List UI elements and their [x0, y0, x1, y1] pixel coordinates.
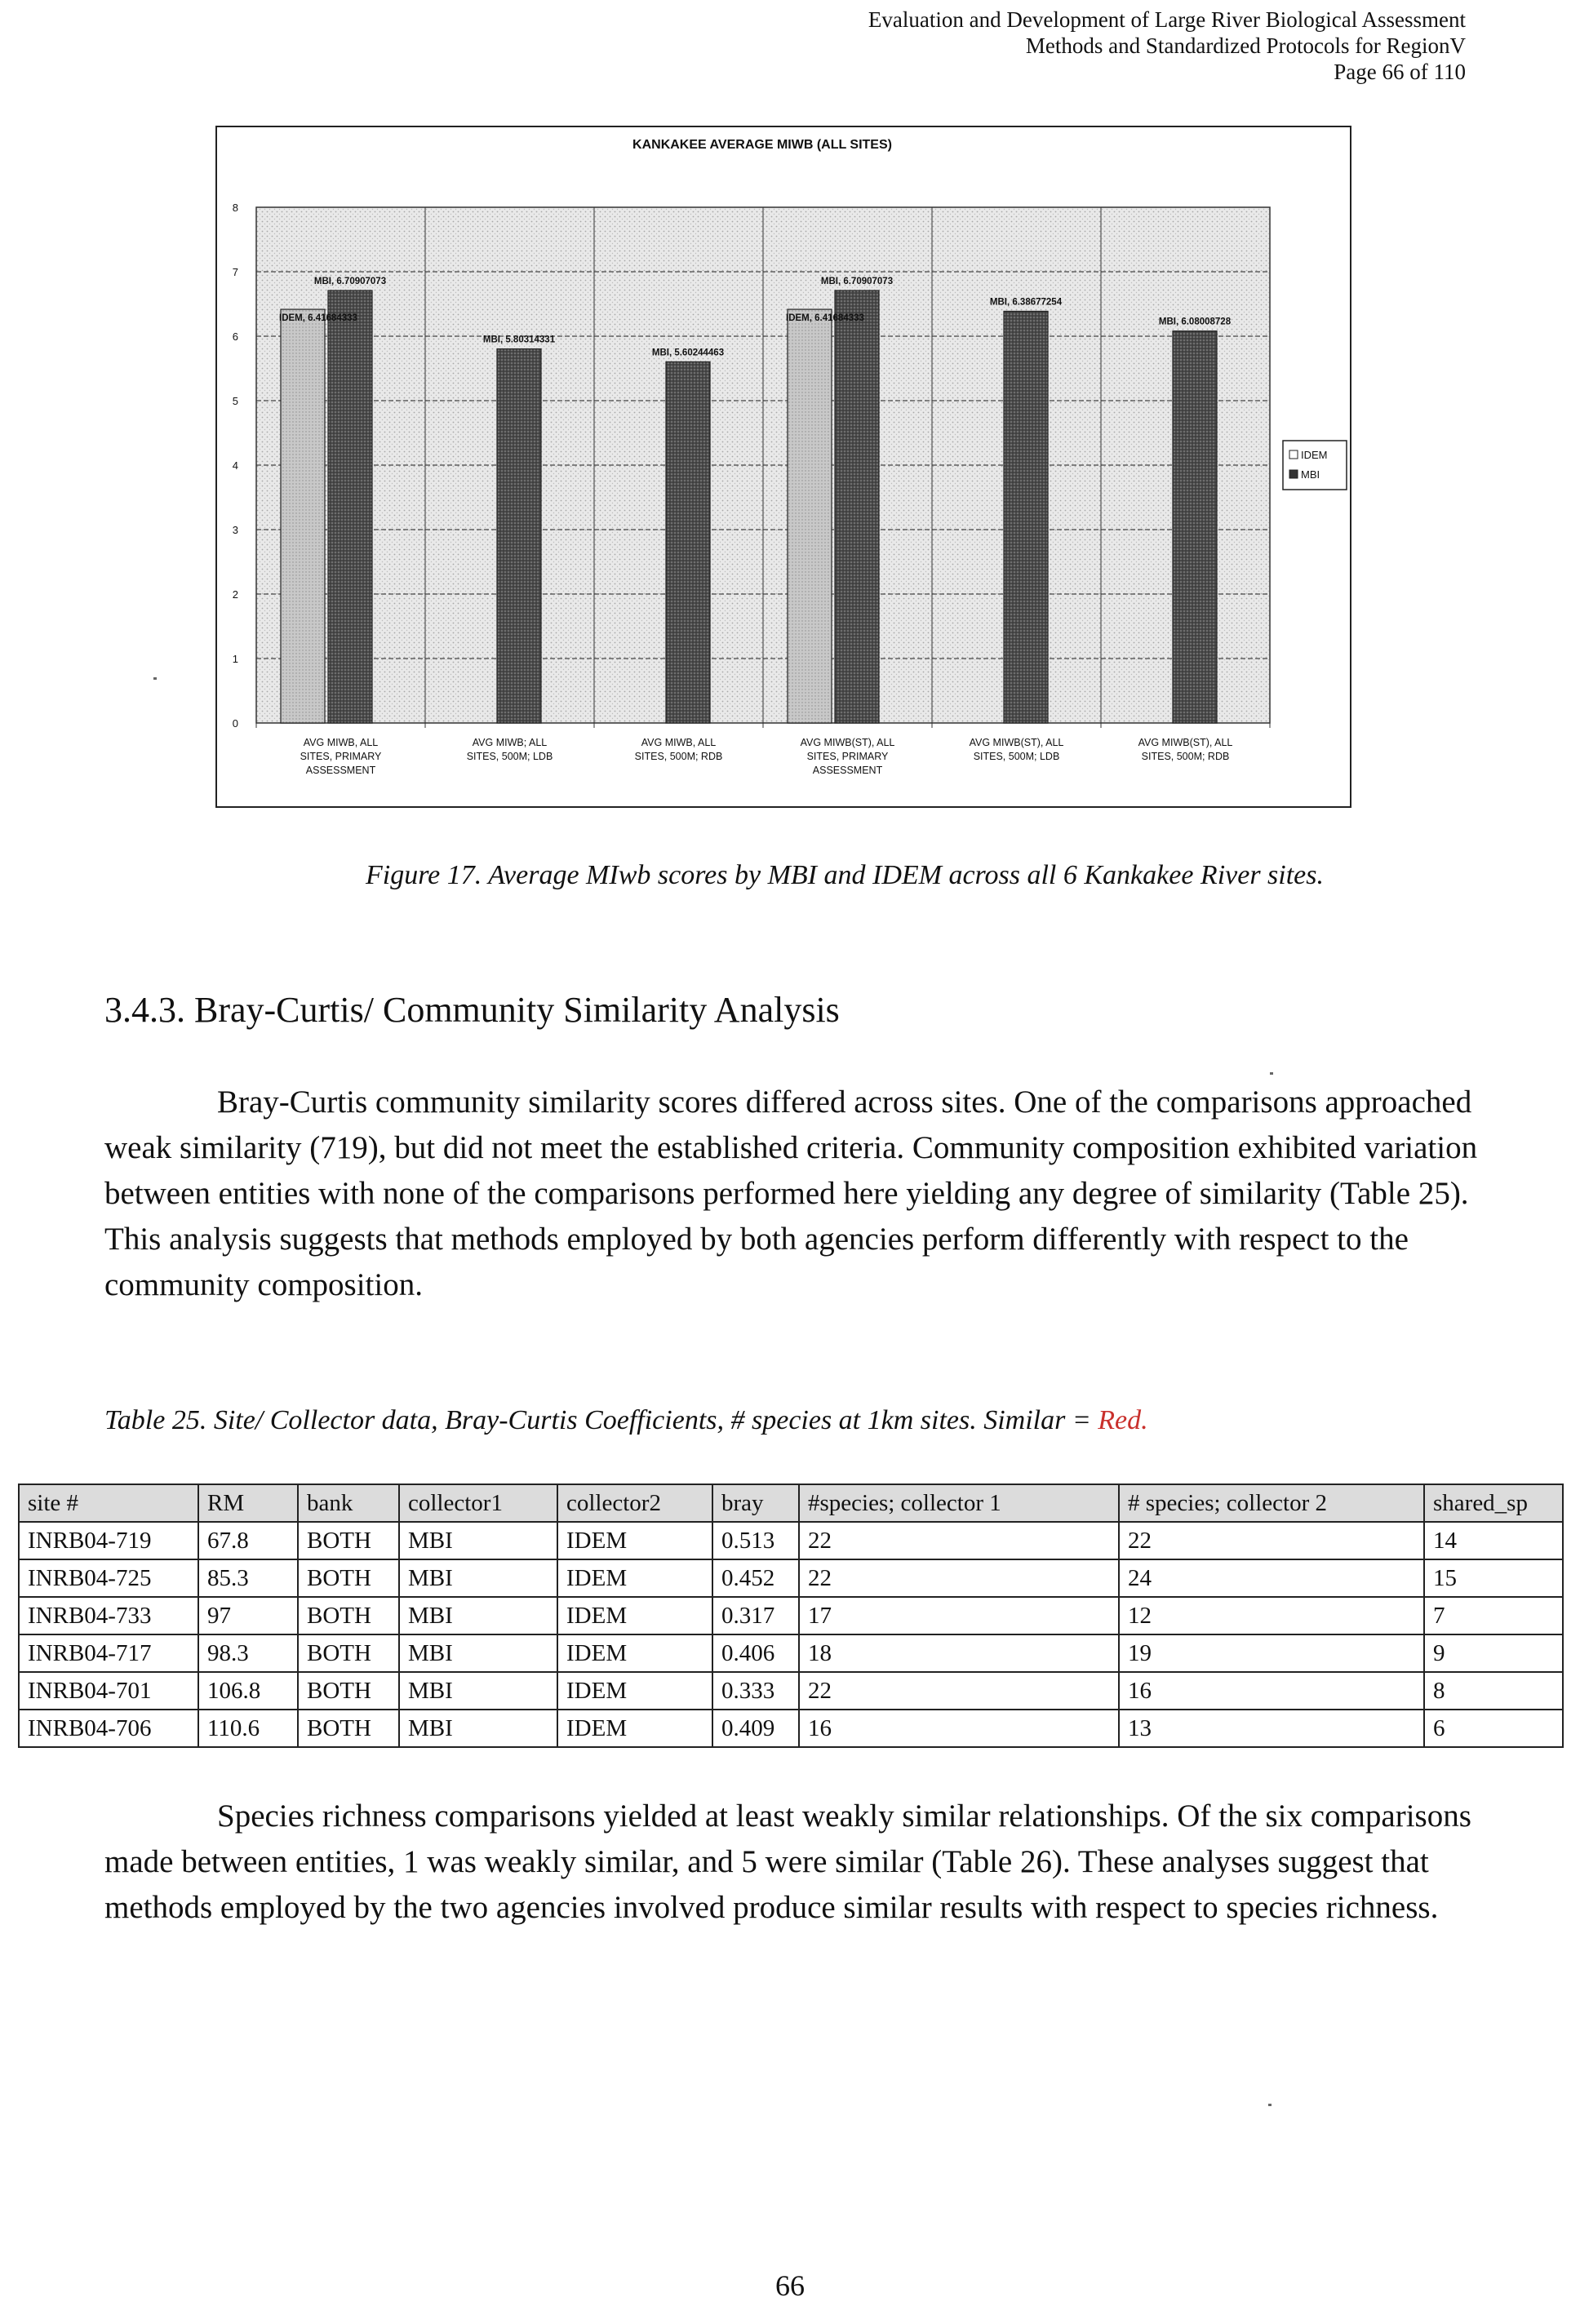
table-row: [19, 1672, 1563, 1710]
cell-shared: 7: [1424, 1597, 1563, 1634]
y-tick-label: 4: [232, 459, 238, 472]
cell-collector2: IDEM: [557, 1634, 712, 1672]
cell-species2: 24: [1119, 1559, 1424, 1597]
cell-shared: 8: [1424, 1672, 1563, 1710]
col-header-rm: RM: [198, 1484, 298, 1522]
x-tick-label: SITES, 500M; LDB: [466, 751, 553, 762]
table-row: [19, 1634, 1563, 1672]
cell-species1: 22: [799, 1522, 1119, 1559]
data-label: MBI, 6.08008728: [1158, 317, 1232, 327]
table-caption-red: Red.: [1098, 1405, 1148, 1435]
bray-curtis-table: [18, 1484, 1564, 1748]
cell-site: INRB04-701: [19, 1672, 198, 1710]
section-heading: 3.4.3. Bray-Curtis/ Community Similarity Analysis: [104, 990, 840, 1030]
y-tick-label: 0: [232, 717, 238, 730]
col-header-site: site #: [19, 1484, 198, 1522]
x-tick-label: SITES, PRIMARY: [806, 751, 889, 762]
y-tick-label: 2: [232, 588, 238, 601]
y-tick-label: 6: [232, 330, 238, 343]
table-row: [19, 1710, 1563, 1747]
cell-site: INRB04-717: [19, 1634, 198, 1672]
col-header-collector2: collector2: [557, 1484, 712, 1522]
cell-collector2: IDEM: [557, 1597, 712, 1634]
cell-species1: 22: [799, 1672, 1119, 1710]
cell-species1: 17: [799, 1597, 1119, 1634]
col-header-collector1: collector1: [399, 1484, 557, 1522]
legend-label: MBI: [1301, 468, 1320, 481]
table-caption-text: Table 25. Site/ Collector data, Bray-Curtis Coefficients, # species at 1km sites. Similar =: [104, 1405, 1098, 1435]
x-tick-label: AVG MIWB, ALL: [303, 737, 379, 748]
data-label: MBI, 5.60244463: [651, 348, 725, 358]
legend-swatch: [1289, 470, 1298, 478]
cell-bank: BOTH: [298, 1710, 399, 1747]
x-tick-label: AVG MIWB(ST), ALL: [969, 737, 1064, 748]
x-tick-label: SITES, 500M; RDB: [1141, 751, 1230, 762]
col-header-species1: #species; collector 1: [799, 1484, 1119, 1522]
bar-idem: [281, 309, 325, 723]
cell-bray: 0.333: [712, 1672, 799, 1710]
y-tick-label: 7: [232, 266, 238, 278]
legend-swatch: [1289, 450, 1298, 459]
cell-collector2: IDEM: [557, 1710, 712, 1747]
cell-site: INRB04-706: [19, 1710, 198, 1747]
data-label: MBI, 6.38677254: [989, 297, 1063, 308]
x-tick-label: SITES, PRIMARY: [300, 751, 382, 762]
y-tick-label: 5: [232, 395, 238, 407]
table-row: [19, 1522, 1563, 1559]
cell-species2: 12: [1119, 1597, 1424, 1634]
cell-species1: 18: [799, 1634, 1119, 1672]
cell-shared: 15: [1424, 1559, 1563, 1597]
table-row: [19, 1559, 1563, 1597]
cell-collector2: IDEM: [557, 1559, 712, 1597]
y-tick-label: 8: [232, 202, 238, 214]
figure-caption: Figure 17. Average MIwb scores by MBI and IDEM across all 6 Kankakee River sites.: [366, 860, 1324, 890]
cell-collector1: MBI: [399, 1559, 557, 1597]
chart-title: KANKAKEE AVERAGE MIWB (ALL SITES): [632, 138, 892, 152]
cell-collector1: MBI: [399, 1522, 557, 1559]
y-tick-label: 1: [232, 653, 238, 665]
cell-species2: 16: [1119, 1672, 1424, 1710]
cell-bank: BOTH: [298, 1672, 399, 1710]
cell-site: INRB04-733: [19, 1597, 198, 1634]
legend-label: IDEM: [1301, 449, 1328, 461]
cell-species2: 19: [1119, 1634, 1424, 1672]
table-header-row: [19, 1484, 1563, 1522]
cell-site: INRB04-725: [19, 1559, 198, 1597]
cell-bray: 0.406: [712, 1634, 799, 1672]
chart-figure: [215, 126, 1351, 808]
paragraph-species-richness: [104, 1794, 1492, 1931]
bar-mbi: [328, 290, 372, 723]
cell-collector2: IDEM: [557, 1522, 712, 1559]
table-caption: [104, 1405, 1148, 1436]
cell-site: INRB04-719: [19, 1522, 198, 1559]
cell-collector2: IDEM: [557, 1672, 712, 1710]
bar-mbi: [1173, 331, 1217, 723]
bar-idem: [788, 309, 832, 723]
data-label: MBI, 6.70907073: [820, 276, 894, 286]
x-tick-label: SITES, 500M; RDB: [634, 751, 723, 762]
scan-mark: [1268, 2104, 1272, 2106]
cell-bank: BOTH: [298, 1559, 399, 1597]
cell-species1: 22: [799, 1559, 1119, 1597]
cell-rm: 110.6: [198, 1710, 298, 1747]
cell-rm: 98.3: [198, 1634, 298, 1672]
x-tick-label: AVG MIWB(ST), ALL: [1138, 737, 1233, 748]
paragraph-text: Bray-Curtis community similarity scores differed across sites. One of the comparisons approached weak similarity (719), but did not meet the established criteria. Community composition exhibited variation between entities with none of the comparisons performed here yielding any degree of similarity (Table 25). This analysis suggests that methods employed by both agencies perform differently with respect to the community composition.: [104, 1084, 1478, 1302]
cell-rm: 85.3: [198, 1559, 298, 1597]
data-label: MBI, 5.80314331: [482, 335, 556, 345]
col-header-bank: bank: [298, 1484, 399, 1522]
cell-rm: 97: [198, 1597, 298, 1634]
col-header-bray: bray: [712, 1484, 799, 1522]
cell-collector1: MBI: [399, 1710, 557, 1747]
header-page-info: Page 66 of 110: [1334, 60, 1466, 84]
x-tick-label: ASSESSMENT: [305, 765, 376, 776]
page-header: [868, 7, 1466, 85]
data-label: IDEM, 6.41684333: [279, 313, 357, 324]
cell-species1: 16: [799, 1710, 1119, 1747]
page-number: 66: [775, 2269, 805, 2302]
x-tick-label: AVG MIWB; ALL: [472, 737, 548, 748]
bar-mbi: [666, 361, 710, 723]
cell-shared: 6: [1424, 1710, 1563, 1747]
cell-shared: 14: [1424, 1522, 1563, 1559]
cell-species2: 22: [1119, 1522, 1424, 1559]
header-line-1: Evaluation and Development of Large River Biological Assessment: [868, 7, 1466, 32]
cell-shared: 9: [1424, 1634, 1563, 1672]
header-line-2: Methods and Standardized Protocols for RegionV: [1025, 33, 1466, 58]
chart-legend: [1283, 441, 1347, 490]
cell-collector1: MBI: [399, 1672, 557, 1710]
table-row: [19, 1597, 1563, 1634]
cell-bray: 0.452: [712, 1559, 799, 1597]
data-label: IDEM, 6.41684333: [786, 313, 864, 324]
cell-collector1: MBI: [399, 1634, 557, 1672]
cell-bray: 0.317: [712, 1597, 799, 1634]
cell-bray: 0.513: [712, 1522, 799, 1559]
cell-bank: BOTH: [298, 1597, 399, 1634]
data-label: MBI, 6.70907073: [313, 276, 387, 286]
paragraph-bray-curtis: [104, 1080, 1492, 1308]
cell-rm: 67.8: [198, 1522, 298, 1559]
x-tick-label: AVG MIWB, ALL: [641, 737, 717, 748]
cell-bank: BOTH: [298, 1522, 399, 1559]
x-tick-label: ASSESSMENT: [812, 765, 883, 776]
scan-mark: [153, 677, 157, 680]
cell-bank: BOTH: [298, 1634, 399, 1672]
col-header-species2: # species; collector 2: [1119, 1484, 1424, 1522]
x-tick-label: AVG MIWB(ST), ALL: [800, 737, 895, 748]
cell-species2: 13: [1119, 1710, 1424, 1747]
bar-mbi: [1004, 311, 1048, 723]
col-header-shared: shared_sp: [1424, 1484, 1563, 1522]
bar-mbi: [497, 349, 541, 723]
paragraph-text: Species richness comparisons yielded at least weakly similar relationships. Of the six comparisons made between entities, 1 was weakly similar, and 5 were similar (Table 26). These analyses suggest that methods employed by the two agencies involved produce similar results with respect to species richness.: [104, 1798, 1471, 1925]
x-tick-label: SITES, 500M; LDB: [973, 751, 1060, 762]
bar-mbi: [835, 290, 879, 723]
y-tick-label: 3: [232, 524, 238, 536]
cell-bray: 0.409: [712, 1710, 799, 1747]
scan-mark: [1270, 1072, 1273, 1075]
bar-chart: [217, 127, 1350, 806]
cell-rm: 106.8: [198, 1672, 298, 1710]
cell-collector1: MBI: [399, 1597, 557, 1634]
